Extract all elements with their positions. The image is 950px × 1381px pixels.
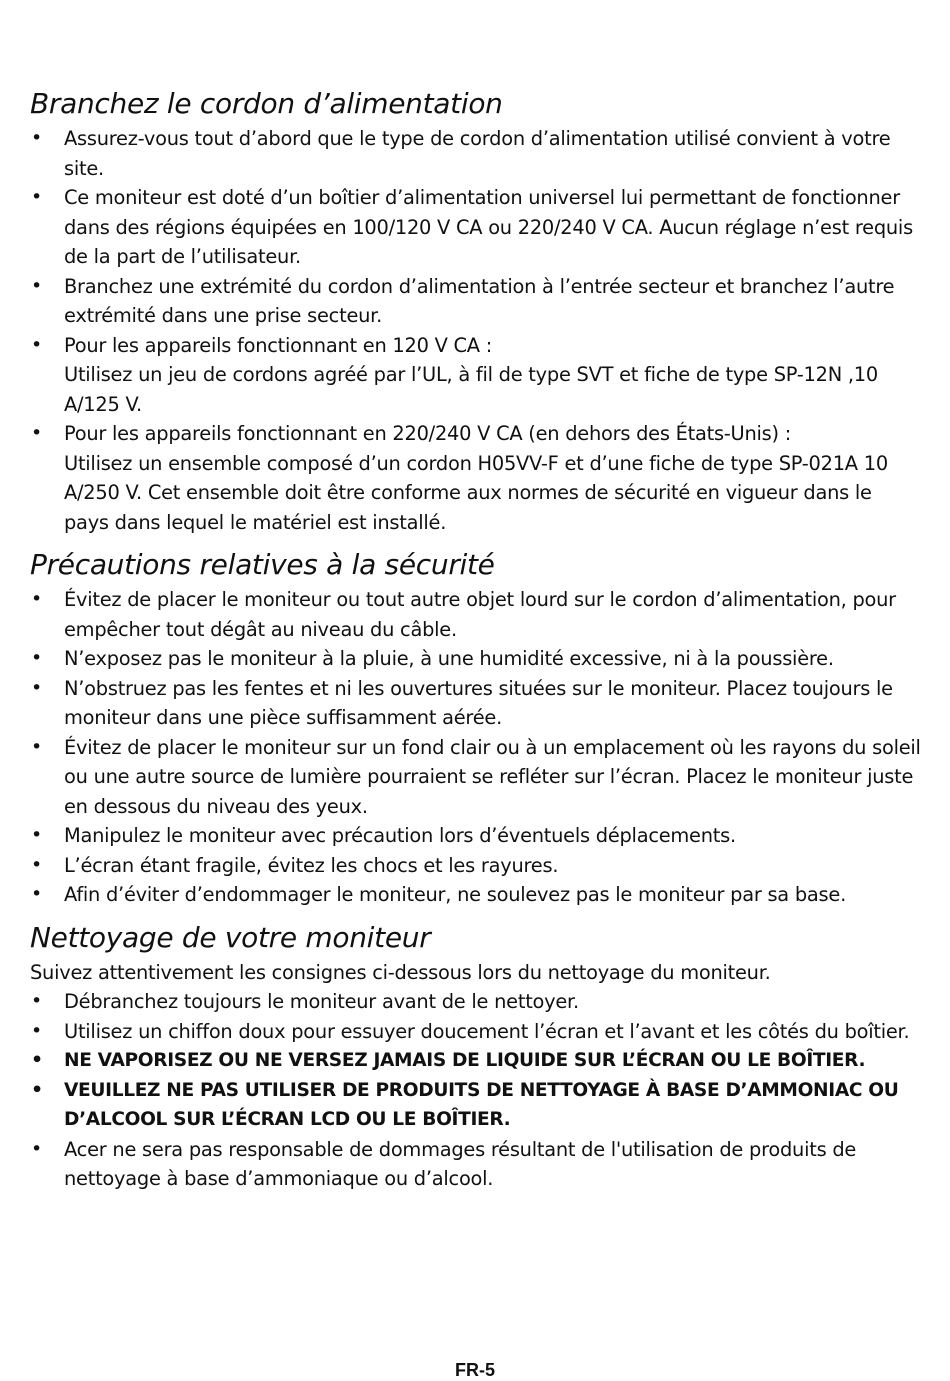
list-item: • Afin d’éviter d’endommager le moniteur, ne soulevez pas le moniteur par sa base. [30, 880, 922, 910]
list-item-text: • Pour les appareils fonctionnant en 120 V CA : [64, 333, 493, 357]
section-title-power-cord: Branchez le cordon d’alimentation [30, 87, 503, 120]
list-item [30, 331, 922, 420]
section-title-safety: Précautions relatives à la sécurité [30, 548, 495, 581]
cleaning-list [30, 987, 922, 1194]
list-item-warning: • VEUILLEZ NE PAS UTILISER DE PRODUITS DE NETTOYAGE À BASE D’AMMONIAC OU D’ALCOOL SUR L’ÉCRAN LCD OU LE BOÎTIER. [30, 1076, 922, 1135]
list-item: • Utilisez un chiffon doux pour essuyer doucement l’écran et l’avant et les côtés du boîtier. [30, 1017, 922, 1047]
power-cord-list [30, 124, 922, 537]
list-item: • Manipulez le moniteur avec précaution lors d’éventuels déplacements. [30, 821, 922, 851]
list-item-warning: • NE VAPORISEZ OU NE VERSEZ JAMAIS DE LIQUIDE SUR L’ÉCRAN OU LE BOÎTIER. [30, 1046, 922, 1076]
list-item-detail: Utilisez un ensemble composé d’un cordon H05VV-F et d’une fiche de type SP-021A 10 A/250 V. Cet ensemble doit être conforme aux normes de sécurité en vigueur dans le pays dans lequel le matériel est installé. [64, 451, 888, 534]
list-item: • Évitez de placer le moniteur ou tout autre objet lourd sur le cordon d’alimentation, pour empêcher tout dégât au niveau du câble. [30, 585, 922, 644]
list-item: • N’exposez pas le moniteur à la pluie, à une humidité excessive, ni à la poussière. [30, 644, 922, 674]
list-item-text: • Pour les appareils fonctionnant en 220/240 V CA (en dehors des États-Unis) : [64, 422, 792, 445]
list-item: • N’obstruez pas les fentes et ni les ouvertures situées sur le moniteur. Placez toujours le moniteur dans une pièce suffisamment aérée. [30, 674, 922, 733]
safety-list [30, 585, 922, 910]
list-item: • Débranchez toujours le moniteur avant de le nettoyer. [30, 987, 922, 1017]
document-page [30, 86, 922, 1194]
section-title-cleaning: Nettoyage de votre moniteur [30, 920, 431, 954]
list-item: • Ce moniteur est doté d’un boîtier d’alimentation universel lui permettant de fonctionner dans des régions équipées en 100/120 V CA ou 220/240 V CA. Aucun réglage n’est requis de la part de l’utilisateur. [30, 183, 922, 272]
list-item: • Acer ne sera pas responsable de dommages résultant de l'utilisation de produits de nettoyage à base d’ammoniaque ou d’alcool. [30, 1135, 922, 1194]
list-item: • Évitez de placer le moniteur sur un fond clair ou à un emplacement où les rayons du soleil ou une autre source de lumière pourraient se refléter sur l’écran. Placez le moniteur juste en dessous du niveau des yeux. [30, 733, 922, 822]
list-item [30, 419, 922, 537]
list-item: • Branchez une extrémité du cordon d’alimentation à l’entrée secteur et branchez l’autre extrémité dans une prise secteur. [30, 272, 922, 331]
cleaning-intro: Suivez attentivement les consignes ci-dessous lors du nettoyage du moniteur. [30, 960, 771, 984]
list-item: • L’écran étant fragile, évitez les chocs et les rayures. [30, 851, 922, 881]
list-item: • Assurez-vous tout d’abord que le type de cordon d’alimentation utilisé convient à votre site. [30, 124, 922, 183]
page-number: FR-5 [455, 1360, 495, 1380]
list-item-detail: Utilisez un jeu de cordons agréé par l’UL, à fil de type SVT et fiche de type SP-12N ,10 A/125 V. [64, 363, 878, 416]
